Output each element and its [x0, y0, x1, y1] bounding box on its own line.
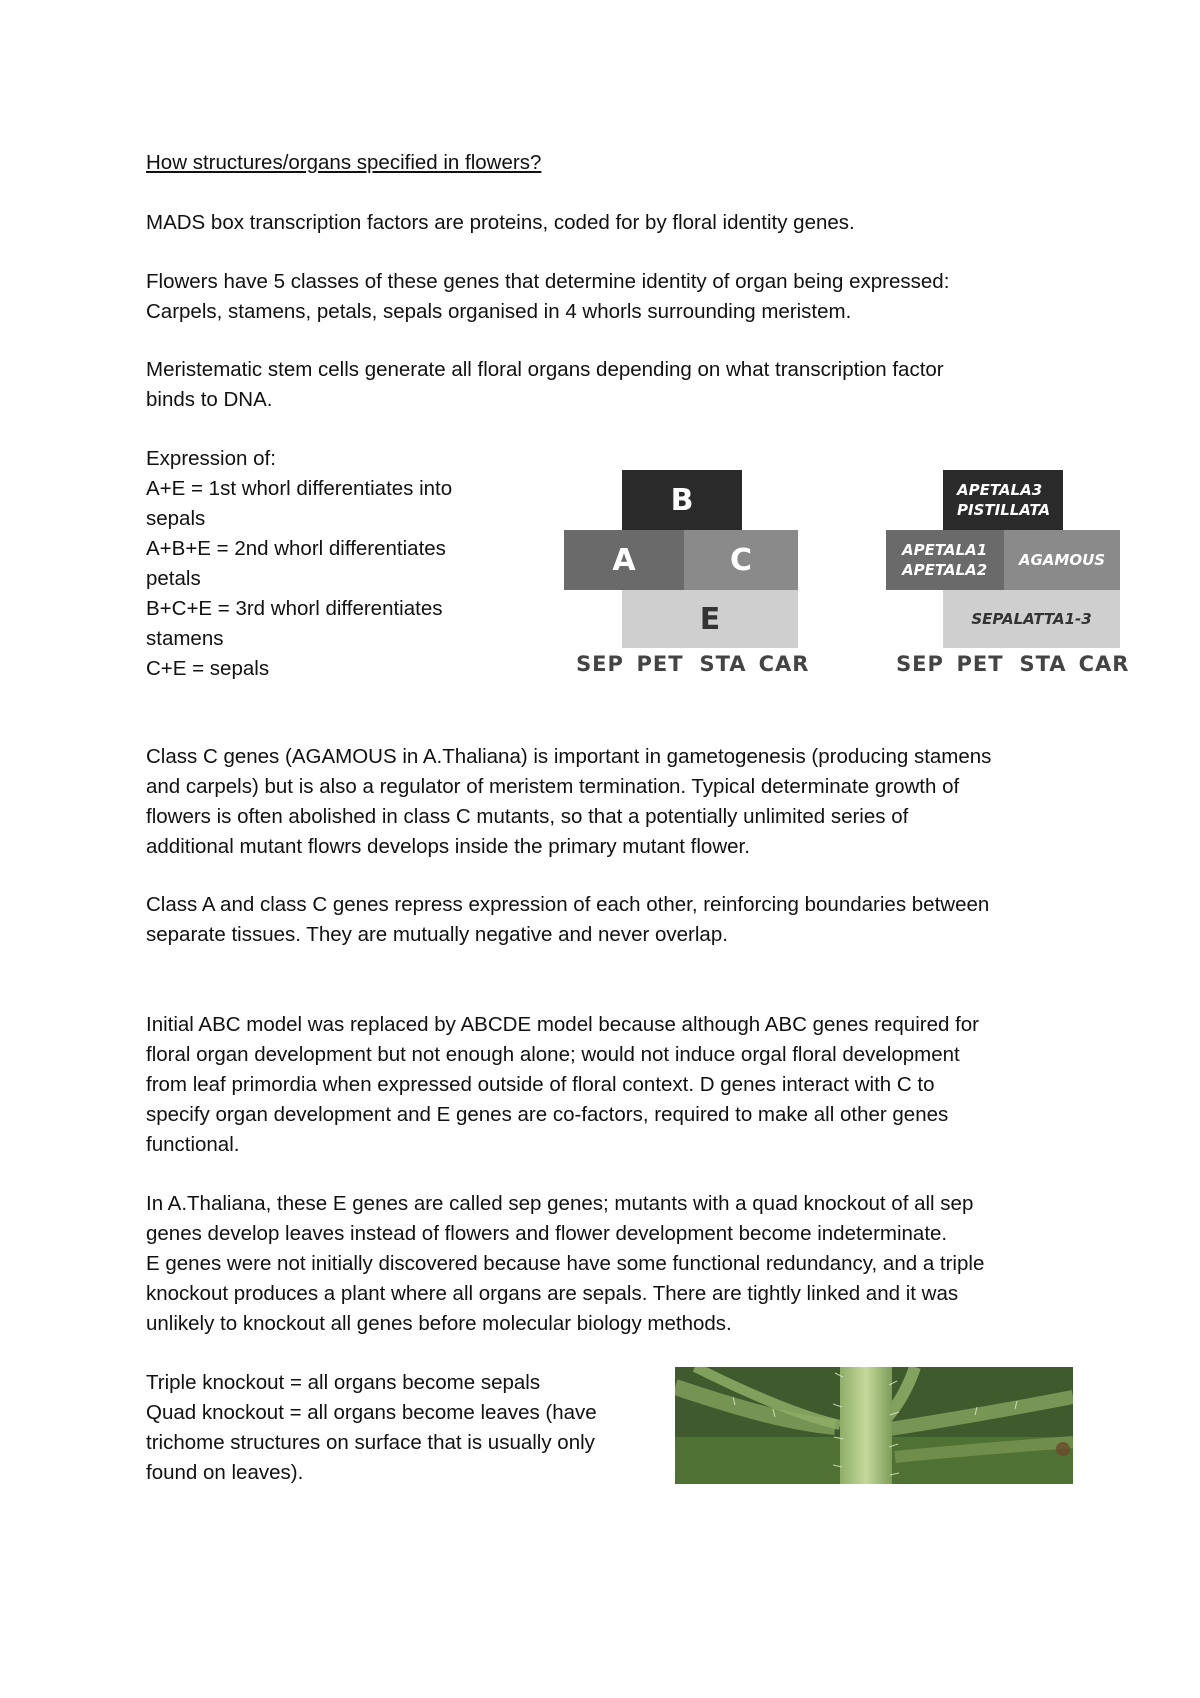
class-a-genes-box — [886, 530, 1004, 590]
axis-label-car: CAR — [758, 652, 810, 676]
class-b-box: B — [622, 470, 742, 530]
axis-label-car: CAR — [1078, 652, 1130, 676]
axis-label-pet: PET — [956, 652, 1004, 676]
paragraph-mads: MADS box transcription factors are proteins, coded for by floral identity genes. — [146, 211, 855, 234]
axis-label-sta: STA — [1019, 652, 1067, 676]
axis-label-sep: SEP — [896, 652, 944, 676]
expression-list: Expression of: A+E = 1st whorl differentiates into sepals A+B+E = 2nd whorl differentiates petals B+C+E = 3rd whorl differentiates stamens C+E = sepals — [146, 447, 453, 680]
paragraph-abcde-model: Initial ABC model was replaced by ABCDE model because although ABC genes required for floral organ development but not enough alone; would not induce orgal floral development from leaf primordia when expressed outside of floral context. D genes interact with C to specify organ development and E genes are co-factors, required to make all other genes functional. — [146, 1013, 980, 1156]
paragraph-knockouts: Triple knockout = all organs become sepals Quad knockout = all organs become leaves (have trichome structures on surface that is usually only found on leaves). — [146, 1371, 597, 1484]
gene-pistillata: PISTILLATA — [957, 501, 1051, 519]
paragraph-meristem: Meristematic stem cells generate all floral organs depending on what transcription factor binds to DNA. — [146, 358, 944, 411]
class-e-genes-box: SEPALATTA1-3 — [943, 590, 1120, 648]
class-e-box: E — [622, 590, 798, 648]
paragraph-class-a-c: Class A and class C genes repress expression of each other, reinforcing boundaries between separate tissues. They are mutually negative and never overlap. — [146, 893, 990, 946]
whorl-axis-labels — [570, 652, 812, 682]
class-a-box: A — [564, 530, 684, 590]
paragraph-class-c: Class C genes (AGAMOUS in A.Thaliana) is important in gametogenesis (producing stamens and carpels) but is also a regulator of meristem termination. Typical determinate growth of flowers is often abolished in class C mutants, so that a potentially unlimited series of additional mutant flowrs develops inside the primary mutant flower. — [146, 745, 992, 858]
axis-label-sep: SEP — [576, 652, 624, 676]
whorl-axis-labels-genes — [890, 652, 1132, 682]
trichome-stem-illustration — [675, 1367, 1073, 1484]
page-title: How structures/organs specified in flowers? — [146, 151, 542, 174]
class-b-genes-box — [943, 470, 1063, 530]
axis-label-pet: PET — [636, 652, 684, 676]
axis-label-sta: STA — [699, 652, 747, 676]
gene-apetala3: APETALA3 — [957, 481, 1043, 499]
trichome-stem-photo — [675, 1367, 1073, 1484]
gene-apetala2: APETALA2 — [902, 561, 988, 579]
paragraph-sep-genes: In A.Thaliana, these E genes are called sep genes; mutants with a quad knockout of all sep genes develop leaves instead of flowers and flower development become indeterminate. E genes were not initially discovered because have some functional redundancy, and a triple knockout produces a plant where all organs are sepals. There are tightly linked and it was unlikely to knockout all genes before molecular biology methods. — [146, 1192, 985, 1335]
class-c-box: C — [684, 530, 798, 590]
class-c-genes-box: AGAMOUS — [1004, 530, 1120, 590]
gene-apetala1: APETALA1 — [902, 541, 988, 559]
paragraph-gene-classes: Flowers have 5 classes of these genes that determine identity of organ being expressed: Carpels, stamens, petals, sepals organised in 4 whorls surrounding meristem. — [146, 270, 950, 323]
